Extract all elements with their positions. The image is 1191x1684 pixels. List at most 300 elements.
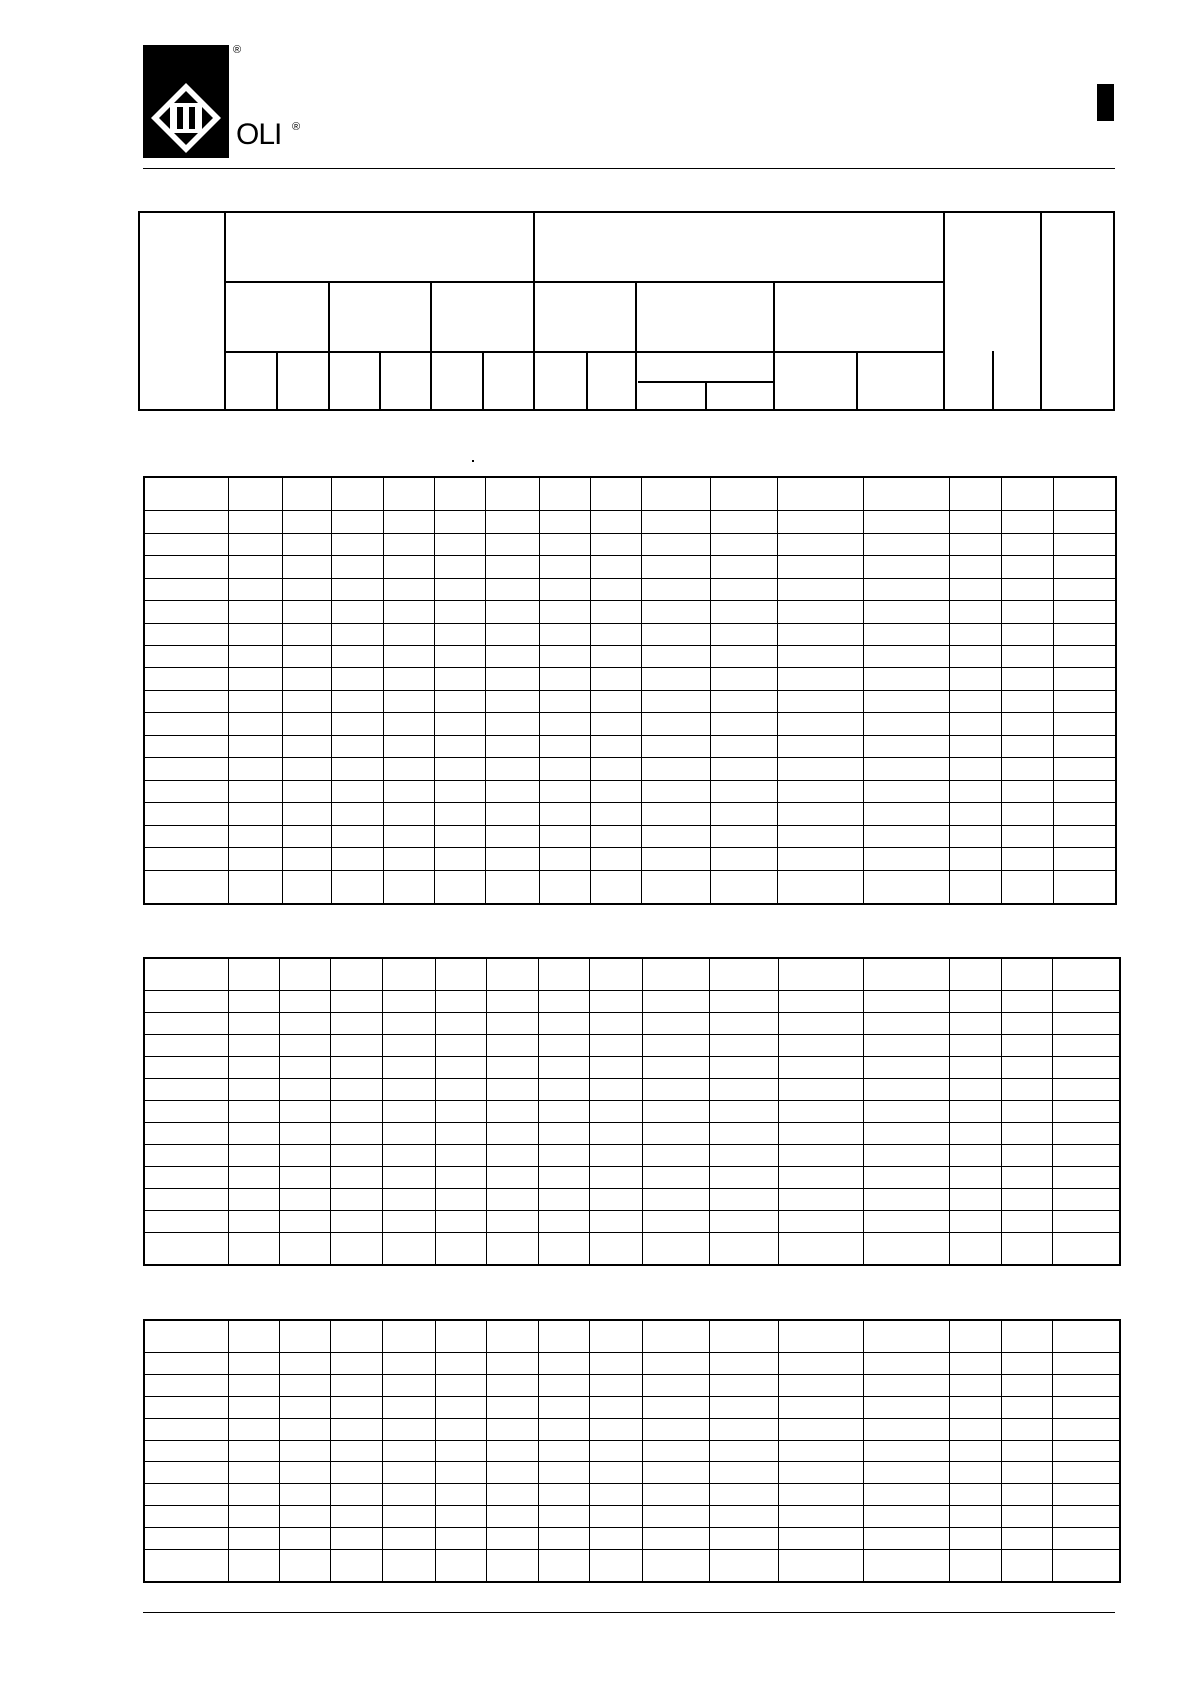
header-grid-line (586, 351, 588, 411)
table-cell (1001, 991, 1052, 1013)
table-cell (778, 1057, 863, 1079)
table-cell (434, 803, 485, 825)
table-cell (949, 1057, 1001, 1079)
table-cell (144, 735, 228, 757)
table-cell (1053, 511, 1116, 533)
table-cell (383, 578, 434, 600)
header-grid-line (1113, 211, 1115, 411)
table-cell (538, 1188, 589, 1210)
table-cell (330, 1057, 382, 1079)
table-row (144, 1320, 1120, 1353)
table-cell (539, 735, 590, 757)
table-cell (435, 1527, 486, 1549)
table-cell (709, 1462, 778, 1484)
table-cell (642, 1549, 709, 1582)
table-cell (228, 735, 282, 757)
table-cell (778, 1144, 863, 1166)
header-grid-line (138, 211, 140, 411)
table-cell (144, 1506, 228, 1528)
table-cell (282, 780, 331, 802)
table-cell (590, 690, 641, 712)
table-cell (383, 803, 434, 825)
table-cell (1001, 623, 1053, 645)
table-cell (382, 1144, 435, 1166)
table-cell (589, 1188, 642, 1210)
table-row (144, 477, 1116, 511)
table-cell (435, 1035, 486, 1057)
table-cell (778, 1320, 863, 1353)
table-cell (778, 1035, 863, 1057)
table-cell (330, 1013, 382, 1035)
table-cell (589, 1035, 642, 1057)
table-cell (228, 1144, 279, 1166)
table-cell (228, 646, 282, 668)
table-cell (539, 848, 590, 870)
table-cell (486, 1375, 538, 1397)
table-cell (949, 668, 1001, 690)
table-cell (485, 825, 539, 847)
table-cell (949, 1079, 1001, 1101)
top-rule (143, 168, 1115, 169)
table-cell (434, 668, 485, 690)
header-grid-line (276, 351, 278, 411)
table-cell (279, 1484, 330, 1506)
table-cell (710, 870, 777, 904)
table-cell (949, 1122, 1001, 1144)
table-cell (331, 848, 383, 870)
table-cell (642, 1013, 709, 1035)
table-cell (383, 780, 434, 802)
table-cell (590, 511, 641, 533)
table-row (144, 1396, 1120, 1418)
table-cell (641, 556, 710, 578)
table-cell (434, 780, 485, 802)
table-cell (435, 1079, 486, 1101)
table-cell (1052, 1506, 1120, 1528)
table-cell (538, 1396, 589, 1418)
table-cell (777, 477, 863, 511)
data-table-1 (143, 476, 1117, 905)
table-cell (382, 1396, 435, 1418)
table-cell (642, 1506, 709, 1528)
table-cell (590, 578, 641, 600)
table-cell (538, 1144, 589, 1166)
table-cell (282, 623, 331, 645)
table-cell (538, 1418, 589, 1440)
table-cell (228, 1396, 279, 1418)
table-cell (589, 1101, 642, 1123)
table-cell (330, 1527, 382, 1549)
table-cell (589, 1320, 642, 1353)
table-cell (589, 1079, 642, 1101)
table-cell (331, 735, 383, 757)
table-cell (144, 1353, 228, 1375)
table-cell (709, 1440, 778, 1462)
table-cell (330, 1320, 382, 1353)
table-cell (863, 1396, 949, 1418)
table-cell (485, 578, 539, 600)
table-cell (1001, 668, 1053, 690)
table-cell (383, 690, 434, 712)
table-cell (144, 1549, 228, 1582)
table-cell (778, 1440, 863, 1462)
table-cell (486, 1353, 538, 1375)
table-cell (709, 1057, 778, 1079)
table-row (144, 1353, 1120, 1375)
table-cell (282, 646, 331, 668)
table-cell (435, 1375, 486, 1397)
table-cell (778, 991, 863, 1013)
table-cell (709, 1035, 778, 1057)
table-cell (642, 991, 709, 1013)
table-cell (382, 1122, 435, 1144)
table-cell (1053, 780, 1116, 802)
table-cell (538, 1484, 589, 1506)
table-cell (228, 1232, 279, 1265)
table-cell (330, 1506, 382, 1528)
table-cell (331, 578, 383, 600)
registered-mark-wordmark: ® (292, 121, 301, 133)
header-grid-line (328, 281, 330, 411)
table-cell (485, 870, 539, 904)
table-cell (863, 1232, 949, 1265)
table-row (144, 1144, 1120, 1166)
table-cell (383, 735, 434, 757)
table-cell (383, 668, 434, 690)
table-cell (949, 1013, 1001, 1035)
table-cell (1001, 1484, 1052, 1506)
table-cell (1001, 1035, 1052, 1057)
table-cell (383, 556, 434, 578)
table-cell (863, 1188, 949, 1210)
table-cell (1001, 780, 1053, 802)
table-cell (228, 848, 282, 870)
table-cell (589, 958, 642, 991)
table-cell (144, 825, 228, 847)
table-row (144, 1057, 1120, 1079)
table-cell (709, 1188, 778, 1210)
table-cell (642, 1462, 709, 1484)
table-cell (949, 1484, 1001, 1506)
table-cell (1001, 511, 1053, 533)
table-cell (589, 1375, 642, 1397)
table-cell (144, 1375, 228, 1397)
table-cell (538, 1353, 589, 1375)
table-cell (710, 735, 777, 757)
table-cell (228, 1418, 279, 1440)
header-grid-line (856, 351, 858, 411)
table-cell (1001, 958, 1052, 991)
table-cell (538, 1375, 589, 1397)
table-cell (228, 578, 282, 600)
table-cell (434, 690, 485, 712)
header-grid-line (224, 211, 226, 411)
table-cell (709, 1210, 778, 1232)
table-cell (949, 713, 1001, 735)
table-cell (539, 690, 590, 712)
header-grid-line (224, 351, 943, 353)
table-cell (279, 1101, 330, 1123)
table-cell (486, 1057, 538, 1079)
table-cell (382, 1188, 435, 1210)
table-cell (228, 623, 282, 645)
table-cell (435, 1232, 486, 1265)
table-cell (382, 1101, 435, 1123)
table-cell (330, 1166, 382, 1188)
table-cell (331, 870, 383, 904)
table-cell (282, 556, 331, 578)
table-cell (1052, 1320, 1120, 1353)
table-cell (1001, 1320, 1052, 1353)
table-cell (590, 556, 641, 578)
table-cell (1053, 533, 1116, 555)
table-cell (485, 477, 539, 511)
table-cell (331, 477, 383, 511)
table-cell (228, 1375, 279, 1397)
table-cell (485, 668, 539, 690)
table-cell (330, 1396, 382, 1418)
table-cell (485, 511, 539, 533)
table-cell (282, 803, 331, 825)
header-grid-line (138, 409, 1115, 411)
table-cell (709, 1144, 778, 1166)
table-cell (642, 1057, 709, 1079)
table-cell (144, 601, 228, 623)
table-cell (228, 1320, 279, 1353)
table-row (144, 1122, 1120, 1144)
table-cell (486, 1506, 538, 1528)
table-cell (949, 1320, 1001, 1353)
table-cell (863, 668, 949, 690)
table-row (144, 578, 1116, 600)
table-cell (434, 511, 485, 533)
table-row (144, 1210, 1120, 1232)
table-cell (382, 1353, 435, 1375)
table-cell (1053, 601, 1116, 623)
table-cell (144, 958, 228, 991)
table-cell (1001, 1232, 1052, 1265)
table-cell (589, 1122, 642, 1144)
table-cell (949, 1166, 1001, 1188)
table-cell (1053, 713, 1116, 735)
table-cell (382, 1527, 435, 1549)
table-cell (863, 1057, 949, 1079)
table-cell (641, 477, 710, 511)
table-cell (1001, 713, 1053, 735)
table-cell (485, 646, 539, 668)
table-cell (538, 1035, 589, 1057)
table-cell (642, 1232, 709, 1265)
table-cell (709, 1079, 778, 1101)
table-cell (1053, 735, 1116, 757)
table-cell (863, 1122, 949, 1144)
table-cell (383, 825, 434, 847)
table-cell (863, 958, 949, 991)
table-cell (778, 958, 863, 991)
table-cell (279, 1013, 330, 1035)
table-row (144, 825, 1116, 847)
table-cell (778, 1210, 863, 1232)
table-row (144, 668, 1116, 690)
table-cell (538, 1057, 589, 1079)
table-cell (435, 1484, 486, 1506)
table-cell (777, 556, 863, 578)
table-cell (1053, 578, 1116, 600)
table-cell (383, 601, 434, 623)
table-cell (279, 1079, 330, 1101)
table-cell (228, 477, 282, 511)
table-cell (1053, 758, 1116, 780)
table-cell (228, 1057, 279, 1079)
table-cell (642, 1079, 709, 1101)
table-cell (1052, 1057, 1120, 1079)
table-cell (331, 713, 383, 735)
table-cell (778, 1375, 863, 1397)
table-cell (709, 1320, 778, 1353)
registered-mark: ® (233, 44, 242, 56)
table-cell (778, 1549, 863, 1582)
table-cell (710, 758, 777, 780)
table-cell (1052, 1013, 1120, 1035)
table-cell (778, 1462, 863, 1484)
table-cell (710, 690, 777, 712)
table-cell (1001, 1122, 1052, 1144)
table-cell (330, 1462, 382, 1484)
table-cell (228, 511, 282, 533)
table-cell (228, 870, 282, 904)
table-cell (282, 735, 331, 757)
table-cell (641, 713, 710, 735)
table-cell (485, 848, 539, 870)
header-grid-line (635, 281, 637, 411)
table-cell (382, 1210, 435, 1232)
table-cell (228, 668, 282, 690)
table-cell (144, 578, 228, 600)
table-cell (589, 1527, 642, 1549)
table-cell (949, 803, 1001, 825)
table-cell (486, 1101, 538, 1123)
table-cell (709, 1418, 778, 1440)
table-cell (434, 623, 485, 645)
table-cell (331, 601, 383, 623)
table-cell (539, 511, 590, 533)
table-cell (863, 556, 949, 578)
table-cell (863, 1418, 949, 1440)
table-cell (949, 1101, 1001, 1123)
table-cell (144, 1166, 228, 1188)
table-cell (434, 578, 485, 600)
table-cell (383, 713, 434, 735)
table-cell (777, 623, 863, 645)
table-cell (228, 1210, 279, 1232)
table-cell (144, 1527, 228, 1549)
table-cell (435, 1396, 486, 1418)
table-cell (282, 713, 331, 735)
table-cell (1052, 1122, 1120, 1144)
table-cell (228, 1101, 279, 1123)
table-cell (330, 958, 382, 991)
table-cell (382, 1549, 435, 1582)
table-cell (949, 1418, 1001, 1440)
table-cell (279, 1375, 330, 1397)
table-cell (282, 601, 331, 623)
table-cell (641, 848, 710, 870)
table-cell (144, 1188, 228, 1210)
header-grid-line (1040, 211, 1042, 411)
table-cell (589, 1166, 642, 1188)
table-cell (279, 1440, 330, 1462)
table-cell (279, 1396, 330, 1418)
table-cell (641, 690, 710, 712)
table-row (144, 601, 1116, 623)
table-cell (590, 848, 641, 870)
table-cell (228, 1440, 279, 1462)
table-cell (1001, 1013, 1052, 1035)
table-cell (279, 1035, 330, 1057)
table-cell (949, 1210, 1001, 1232)
table-cell (538, 958, 589, 991)
table-cell (144, 646, 228, 668)
table-cell (144, 1396, 228, 1418)
table-cell (435, 1506, 486, 1528)
table-cell (1053, 803, 1116, 825)
table-cell (486, 1166, 538, 1188)
table-cell (486, 1013, 538, 1035)
table-cell (710, 578, 777, 600)
table-cell (434, 556, 485, 578)
table-cell (589, 1057, 642, 1079)
table-cell (538, 1440, 589, 1462)
table-cell (1001, 1527, 1052, 1549)
table-cell (949, 556, 1001, 578)
table-cell (710, 646, 777, 668)
table-cell (330, 1035, 382, 1057)
table-cell (486, 1210, 538, 1232)
table-cell (435, 1166, 486, 1188)
table-cell (144, 477, 228, 511)
table-cell (863, 623, 949, 645)
table-cell (539, 803, 590, 825)
table-cell (435, 1122, 486, 1144)
table-cell (777, 646, 863, 668)
table-cell (709, 1122, 778, 1144)
table-cell (539, 668, 590, 690)
table-cell (1001, 1375, 1052, 1397)
table-cell (589, 1506, 642, 1528)
table-cell (485, 533, 539, 555)
table-cell (777, 601, 863, 623)
table-cell (538, 1122, 589, 1144)
table-cell (144, 1122, 228, 1144)
table-cell (1001, 578, 1053, 600)
table-cell (642, 1320, 709, 1353)
table-cell (383, 477, 434, 511)
table-cell (486, 1144, 538, 1166)
table-cell (1001, 870, 1053, 904)
table-cell (486, 1396, 538, 1418)
table-cell (863, 870, 949, 904)
table-cell (486, 1188, 538, 1210)
table-cell (382, 1035, 435, 1057)
table-cell (382, 1013, 435, 1035)
table-cell (777, 825, 863, 847)
table-cell (1052, 1440, 1120, 1462)
table-cell (434, 477, 485, 511)
table-cell (485, 803, 539, 825)
table-row (144, 623, 1116, 645)
table-cell (777, 803, 863, 825)
table-cell (642, 1144, 709, 1166)
